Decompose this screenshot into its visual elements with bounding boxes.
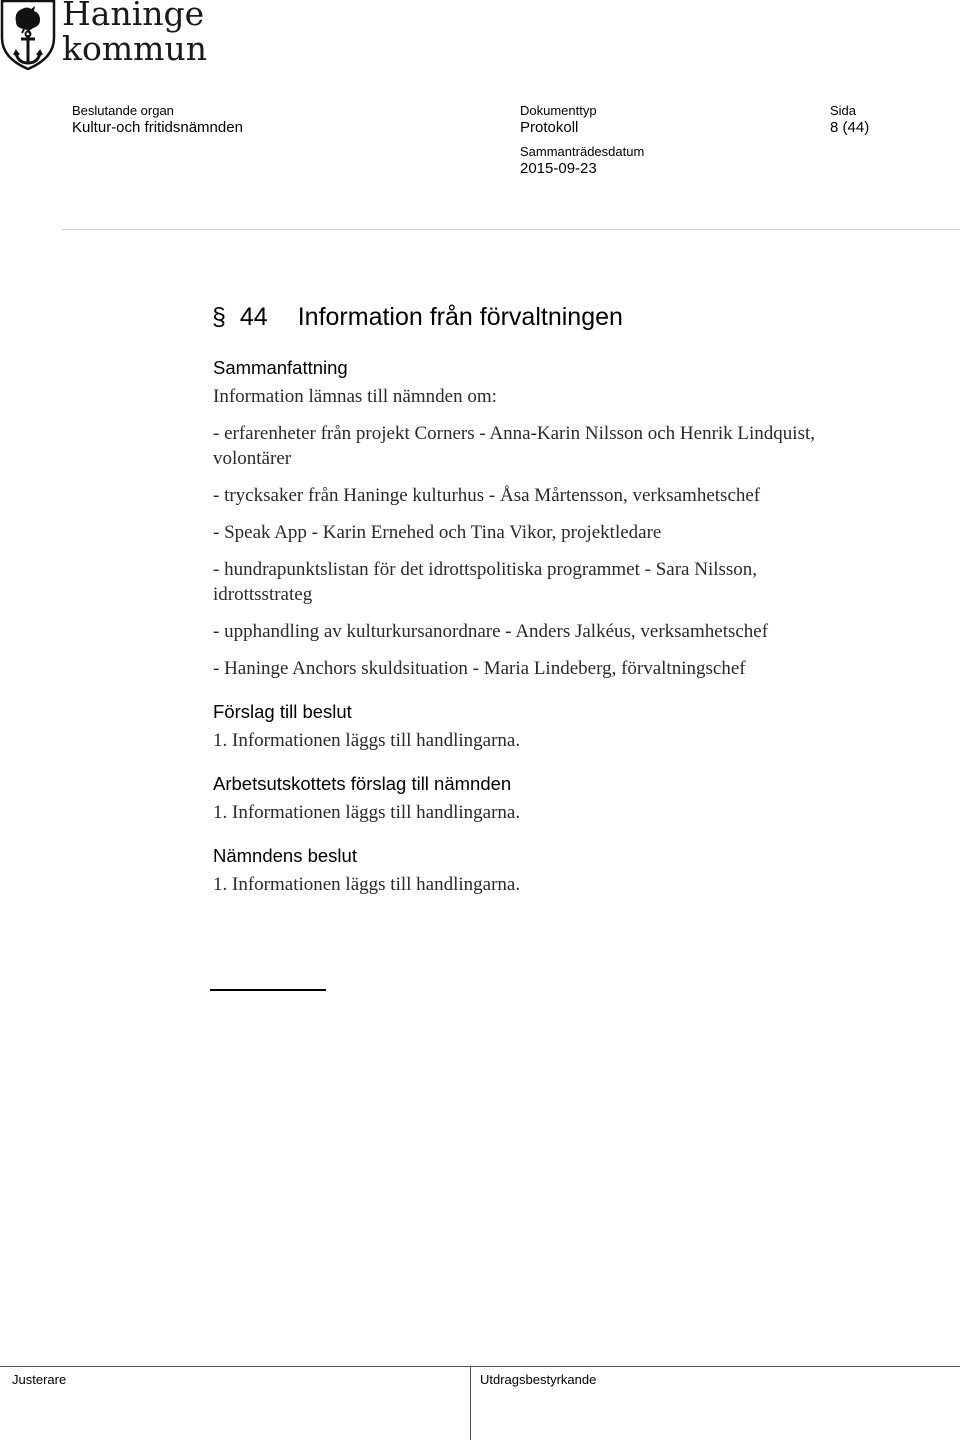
committee-proposal-heading: Arbetsutskottets förslag till nämnden (213, 773, 512, 794)
municipality-logo (0, 0, 230, 72)
date-label: Sammanträdesdatum (520, 144, 645, 159)
header-date (520, 143, 644, 177)
section-number: 44 (239, 303, 268, 331)
decision-heading: Nämndens beslut (213, 845, 357, 866)
list-item: - erfarenheter från projekt Corners - Anna-Karin Nilsson och Henrik Lindquist, volontärer (213, 423, 816, 469)
logo-line-1: Haninge (62, 0, 205, 33)
list-item: - hundrapunktslistan för det idrottspolitiska programmet - Sara Nilsson, idrottsstrateg (213, 559, 758, 605)
list-item: - upphandling av kulturkursanordnare - Anders Jalkéus, verksamhetschef (213, 621, 769, 642)
proposal-heading: Förslag till beslut (213, 701, 352, 722)
organ-label: Beslutande organ (72, 103, 174, 118)
list-item: - Haninge Anchors skuldsituation - Maria Lindeberg, förvaltningschef (213, 658, 746, 679)
page-label: Sida (830, 103, 857, 118)
list-item: - trycksaker från Haninge kulturhus - Åsa Mårtensson, verksamhetschef (213, 485, 761, 506)
header-divider (62, 229, 960, 230)
footer-column-divider (470, 1366, 471, 1440)
section-title-text: Information från förvaltningen (297, 303, 623, 331)
logo-line-2: kommun (62, 29, 207, 68)
summary-heading: Sammanfattning (213, 357, 348, 378)
utdragsbestyrkande-label: Utdragsbestyrkande (480, 1372, 597, 1387)
decision-text: 1. Informationen läggs till handlingarna. (213, 874, 521, 895)
date-value: 2015-09-23 (520, 160, 597, 177)
list-item: - Speak App - Karin Ernehed och Tina Vikor, projektledare (213, 522, 662, 543)
header-page (830, 102, 869, 136)
header-organ (72, 102, 243, 136)
footer-divider (0, 1366, 960, 1367)
decision-section (213, 844, 843, 897)
proposal-text: 1. Informationen läggs till handlingarna. (213, 730, 521, 751)
protocol-content (213, 356, 843, 897)
paragraph-symbol: § (212, 303, 226, 331)
page-value: 8 (44) (830, 119, 870, 136)
header-doctype (520, 102, 597, 136)
doctype-label: Dokumenttyp (520, 103, 597, 118)
summary-intro: Information lämnas till nämnden om: (213, 386, 497, 407)
justerare-label: Justerare (12, 1372, 67, 1387)
proposal-section (213, 700, 843, 753)
doctype-value: Protokoll (520, 119, 579, 136)
section-title (212, 300, 623, 334)
committee-proposal-text: 1. Informationen läggs till handlingarna. (213, 802, 521, 823)
haninge-coat-of-arms-icon (0, 0, 56, 70)
committee-proposal-section (213, 772, 843, 825)
section-end-line (210, 989, 326, 991)
organ-value: Kultur-och fritidsnämnden (72, 119, 243, 136)
summary-section (213, 356, 843, 681)
